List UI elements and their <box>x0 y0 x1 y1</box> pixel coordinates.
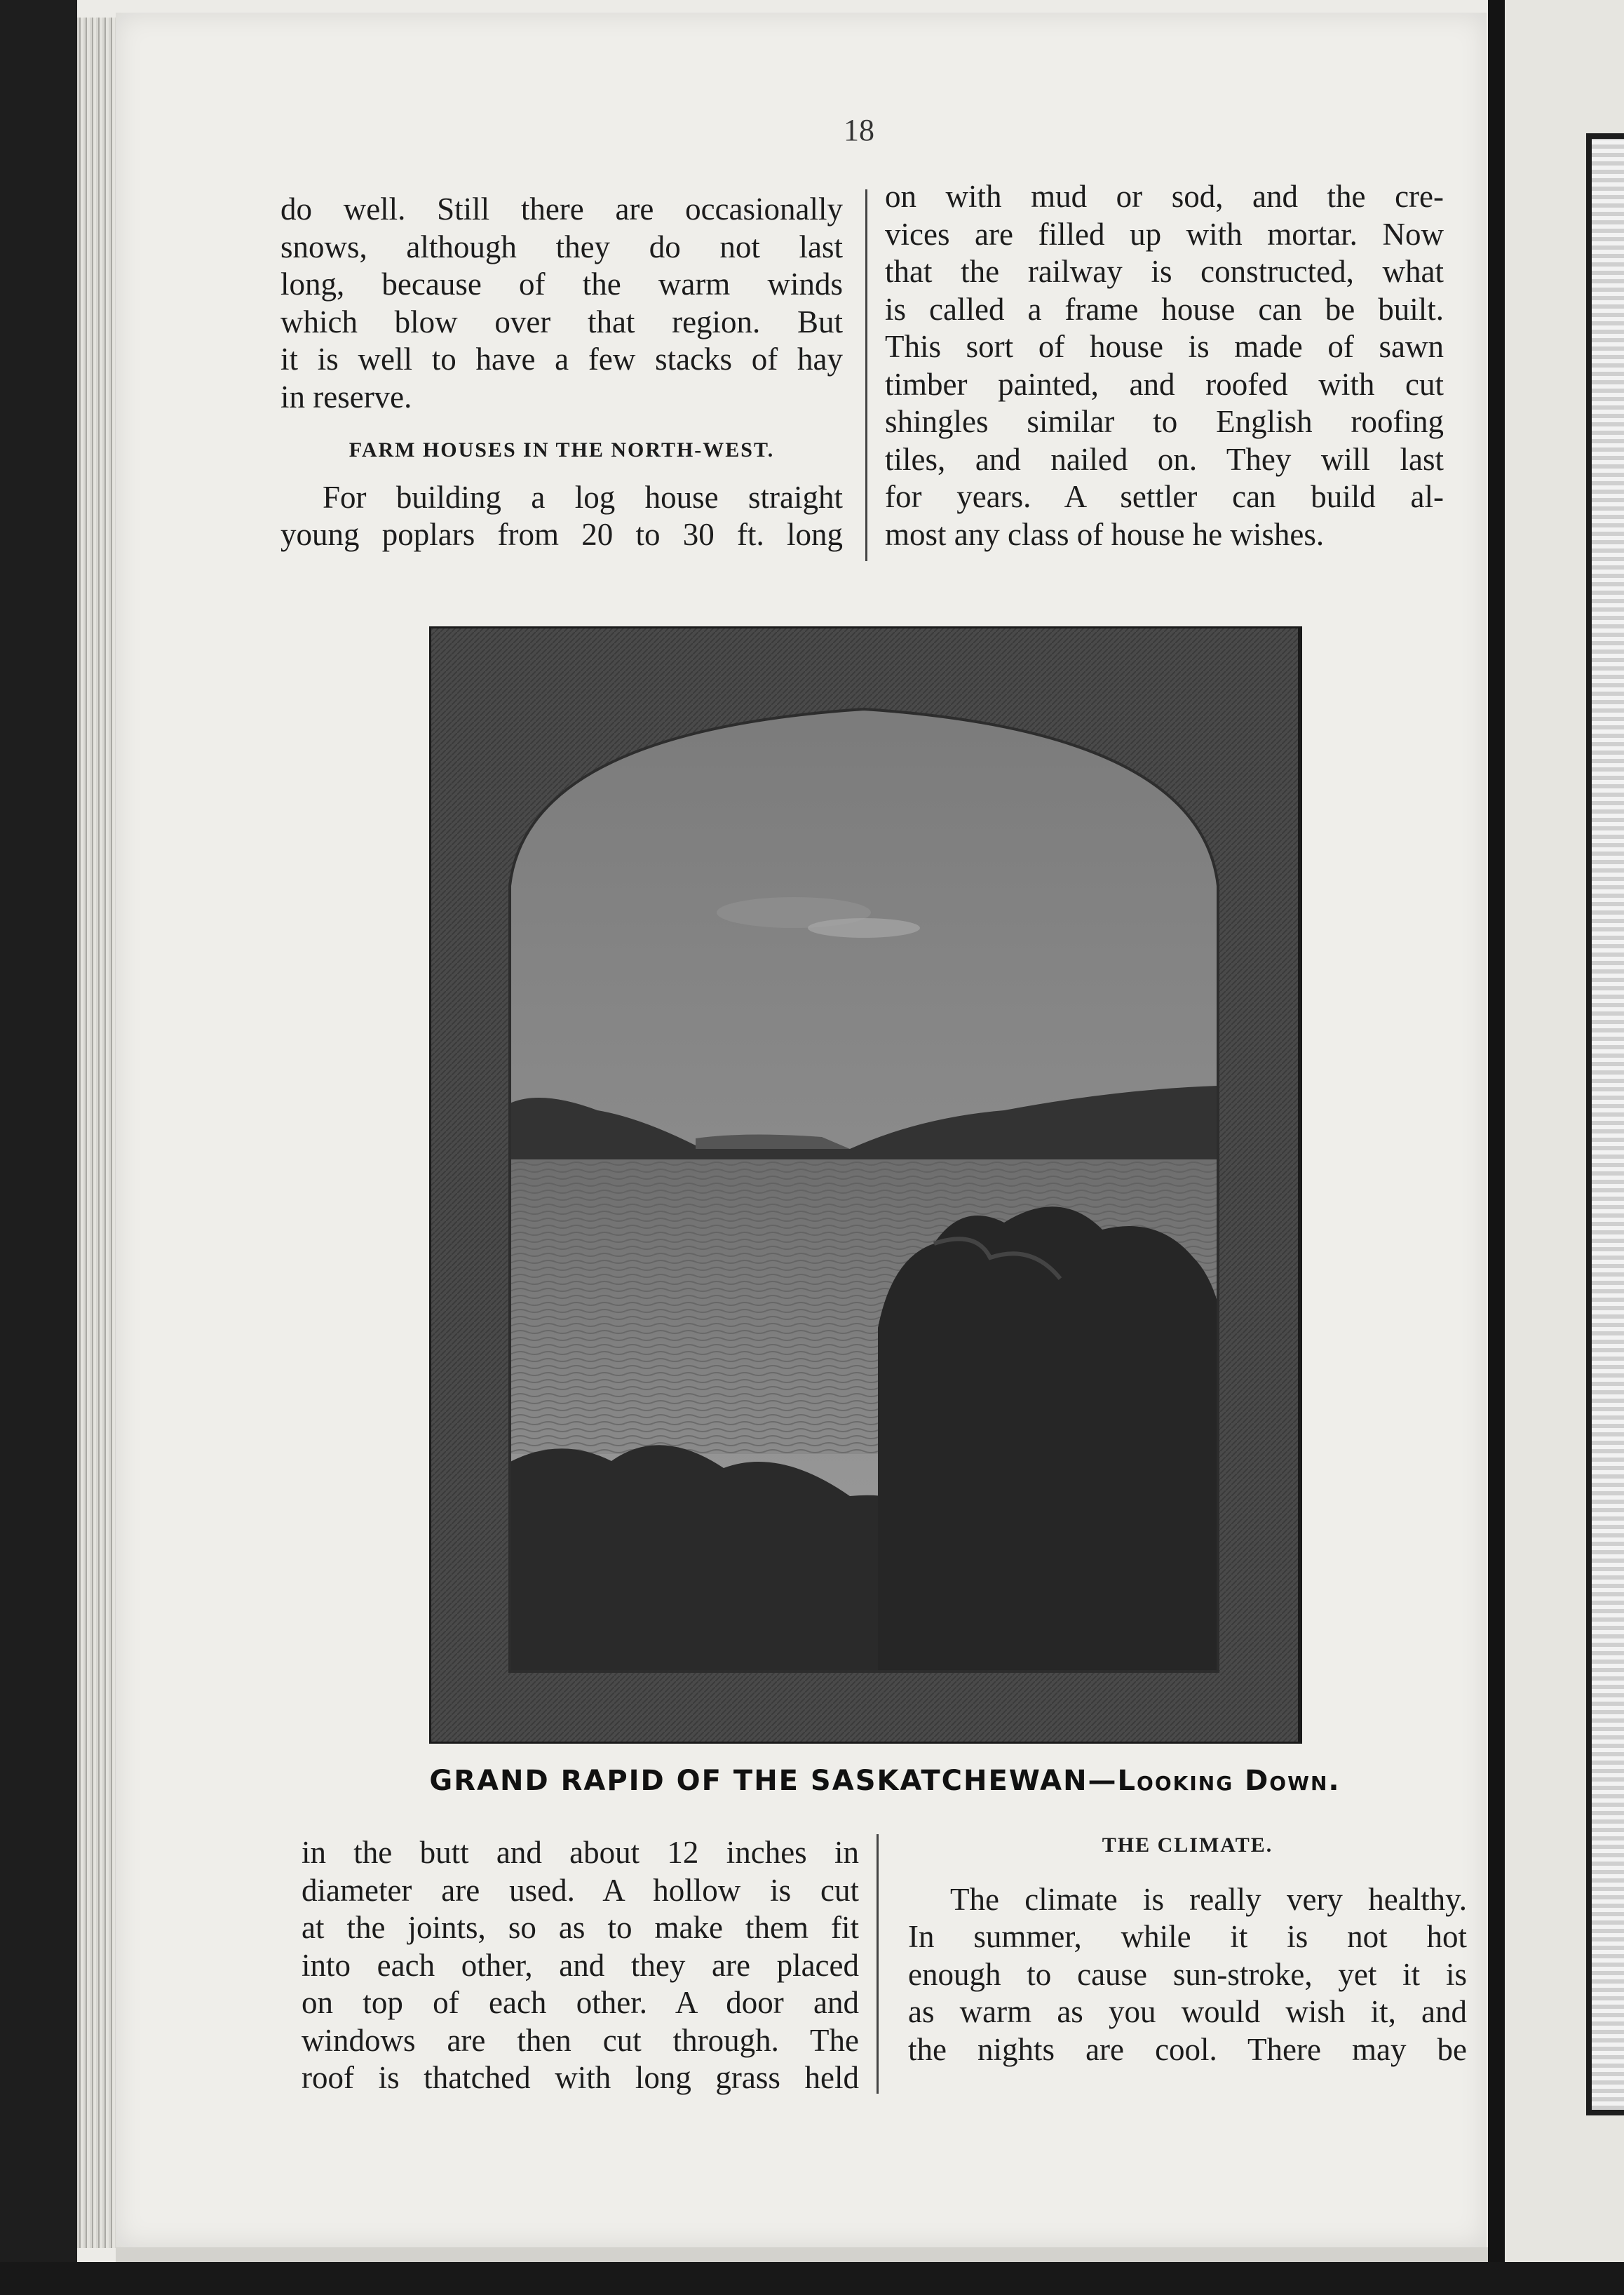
facing-page-illustration-edge <box>1586 133 1624 2115</box>
caption-title: GRAND RAPID OF THE SASKATCHEWAN <box>429 1765 1088 1797</box>
text-line: it is well to have a few stacks of hay <box>280 342 843 377</box>
column-top-left <box>280 191 843 554</box>
text-line: For building a log house straight <box>323 479 843 515</box>
text-line: that the railway is constructed, what <box>885 254 1444 289</box>
text-line: on top of each other. A door and <box>302 1985 859 2020</box>
text-line: the nights are cool. There may be <box>908 2031 1467 2067</box>
page-edges <box>77 18 121 2248</box>
engraving-illustration <box>429 626 1310 1744</box>
text-line: diameter are used. A hollow is cut <box>302 1872 859 1908</box>
text-line: windows are then cut through. The <box>302 2022 859 2058</box>
text-line: in reserve. <box>280 379 412 415</box>
text-line: The climate is really very healthy. <box>950 1881 1467 1917</box>
text-line: at the joints, so as to make them fit <box>302 1910 859 1945</box>
text-line: as warm as you would wish it, and <box>908 1994 1467 2029</box>
text-line: most any class of house he wishes. <box>885 516 1325 552</box>
page-gutter <box>1488 0 1505 2295</box>
column-bottom-right <box>908 1826 1467 2068</box>
column-divider <box>865 189 867 561</box>
scan-bottom-border <box>0 2262 1624 2295</box>
figure-caption <box>394 1765 1376 1797</box>
text-line: In summer, while it is not hot <box>908 1919 1467 1954</box>
caption-subtitle: —Looking Down. <box>1088 1765 1341 1797</box>
column-top-right <box>885 178 1444 553</box>
text-line: shingles similar to English roofing <box>885 404 1444 439</box>
text-line: long, because of the warm winds <box>280 267 843 302</box>
text-line: on with mud or sod, and the cre- <box>885 179 1444 214</box>
river-landscape-picture <box>429 626 1310 1744</box>
text-line: snows, although they do not last <box>280 229 843 264</box>
page-number: 18 <box>844 113 874 147</box>
text-line: young poplars from 20 to 30 ft. long <box>280 517 843 552</box>
text-line: do well. Still there are occasionally <box>280 191 843 227</box>
text-line: which blow over that region. But <box>280 304 843 339</box>
text-line: roof is thatched with long grass held <box>302 2060 859 2095</box>
column-bottom-left <box>302 1834 859 2097</box>
text-line: into each other, and they are placed <box>302 1947 859 1983</box>
text-line: vices are filled up with mortar. Now <box>885 216 1444 252</box>
page-bottom-edge <box>116 2247 1488 2263</box>
scan-left-border <box>0 0 77 2295</box>
text-line: in the butt and about 12 inches in <box>302 1835 859 1870</box>
column-divider <box>877 1834 879 2094</box>
section-heading-farm-houses: FARM HOUSES IN THE NORTH-WEST. <box>349 438 775 462</box>
section-heading-climate: THE CLIMATE. <box>1102 1833 1273 1857</box>
text-line: enough to cause sun-stroke, yet it is <box>908 1956 1467 1992</box>
text-line: tiles, and nailed on. They will last <box>885 441 1444 477</box>
text-line: for years. A settler can build al- <box>885 479 1444 514</box>
text-line: timber painted, and roofed with cut <box>885 366 1444 402</box>
text-line: This sort of house is made of sawn <box>885 329 1444 364</box>
text-line: is called a frame house can be built. <box>885 291 1444 327</box>
